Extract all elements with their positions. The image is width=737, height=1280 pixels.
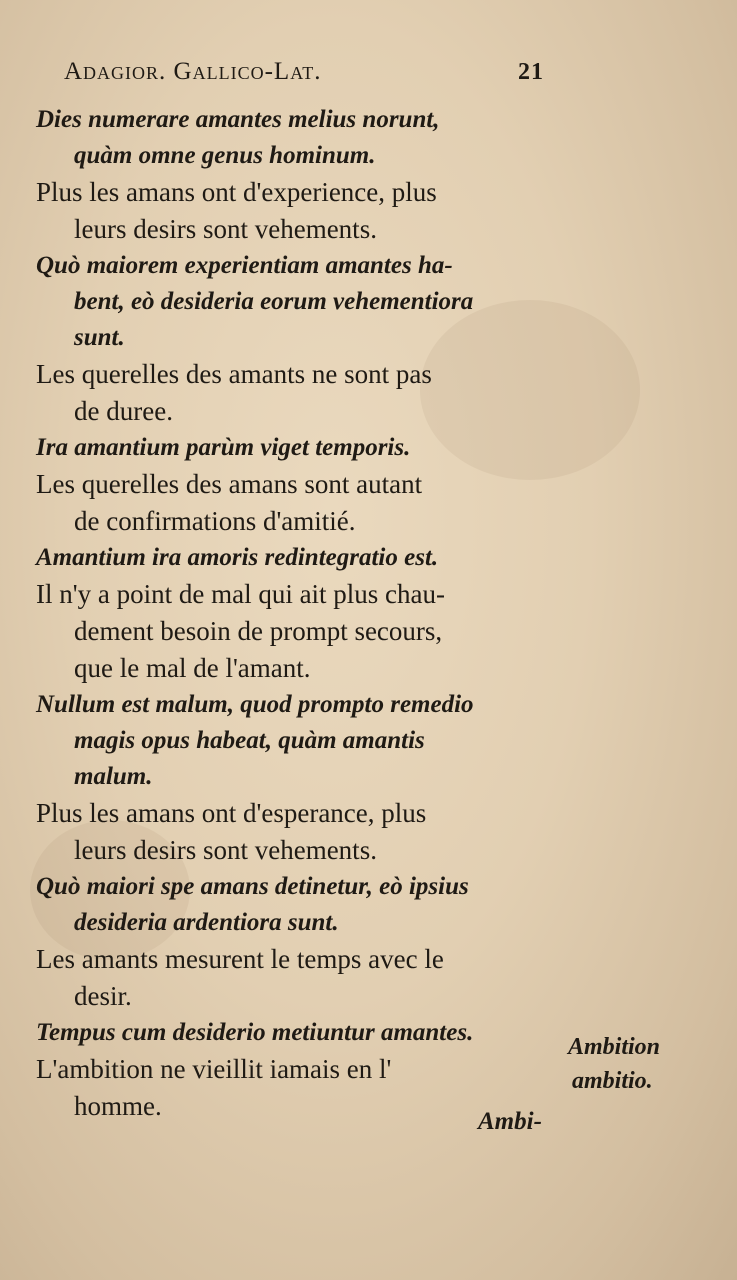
text-line: Les querelles des amants ne sont pas — [36, 359, 432, 389]
text-line: desideria ardentiora sunt. — [74, 909, 339, 936]
text-line: desir. — [74, 981, 132, 1011]
latin-proverb — [36, 248, 564, 356]
french-proverb — [36, 795, 564, 869]
text-line: Les querelles des amans sont autant — [36, 469, 423, 499]
text-line: Amantium ira amoris redintegratio est. — [36, 544, 439, 571]
french-proverb — [36, 466, 564, 540]
running-title: Adagior. Gallico-Lat. — [64, 58, 322, 85]
text-line: Plus les amans ont d'esperance, plus — [36, 798, 427, 828]
text-line: malum. — [74, 763, 153, 790]
text-line: Tempus cum desiderio metiuntur amantes. — [36, 1019, 474, 1046]
french-proverb — [36, 941, 564, 1015]
text-line: de duree. — [74, 396, 173, 426]
text-line: quàm omne genus hominum. — [74, 142, 376, 169]
text-line: Nullum est malum, quod prompto remedio — [36, 691, 474, 718]
text-line: L'ambition ne vieillit iamais en l' — [36, 1054, 392, 1084]
text-line: Quò maiori spe amans detinetur, eò ipsius — [36, 873, 469, 900]
text-line: leurs desirs sont vehements. — [74, 214, 377, 244]
text-line: bent, eò desideria eorum vehementiora — [74, 288, 474, 315]
text-line: dement besoin de prompt secours, — [74, 616, 443, 646]
text-line: Ira amantium parùm viget temporis. — [36, 434, 411, 461]
latin-proverb — [36, 540, 564, 576]
french-proverb — [36, 576, 564, 687]
french-proverb — [36, 356, 564, 430]
latin-proverb — [36, 869, 564, 941]
text-line: Plus les amans ont d'experience, plus — [36, 177, 437, 207]
text-line: leurs desirs sont vehements. — [74, 835, 377, 865]
latin-proverb — [36, 102, 564, 174]
text-line: sunt. — [74, 324, 125, 351]
margin-note — [568, 1030, 660, 1098]
latin-proverb — [36, 1015, 564, 1051]
text-body — [36, 102, 564, 1125]
text-line: Les amants mesurent le temps avec le — [36, 944, 444, 974]
catchword: Ambi- — [478, 1108, 542, 1135]
latin-proverb — [36, 430, 564, 466]
text-line: homme. — [74, 1091, 162, 1121]
text-line: magis opus habeat, quàm amantis — [74, 727, 425, 754]
text-line: de confirmations d'amitié. — [74, 506, 356, 536]
margin-note-line: Ambition — [568, 1034, 661, 1060]
text-line: Quò maiorem experientiam amantes ha- — [36, 252, 453, 279]
latin-proverb — [36, 687, 564, 795]
running-header — [64, 58, 544, 86]
french-proverb — [36, 174, 564, 248]
text-line: Il n'y a point de mal qui ait plus chau- — [36, 579, 446, 609]
page-number: 21 — [518, 59, 544, 85]
margin-note-line: ambitio. — [572, 1068, 653, 1094]
text-line: que le mal de l'amant. — [74, 653, 311, 683]
text-line: Dies numerare amantes melius norunt, — [36, 106, 440, 133]
